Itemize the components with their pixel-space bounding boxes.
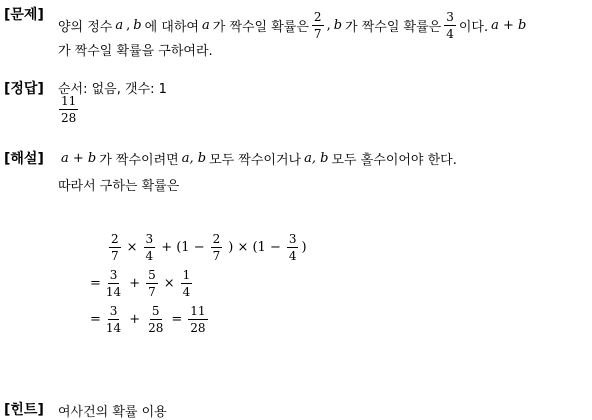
equals-sign: = — [90, 276, 101, 291]
fraction-denominator: 14 — [105, 321, 122, 335]
problem-text-4: 가 짝수일 확률은 — [345, 20, 442, 35]
fraction-numerator: 11 — [61, 94, 77, 108]
problem-label: [문제] — [4, 7, 44, 23]
equals-sign: = — [90, 312, 101, 327]
problem-text-2: 에 대하여 — [144, 20, 199, 35]
fraction-denominator: 4 — [288, 249, 297, 263]
fraction-prob-b — [444, 10, 456, 41]
var-b-2: b — [333, 18, 343, 33]
var-a-b-2: a, b — [304, 151, 329, 166]
eq3-fraction-2 — [146, 304, 165, 335]
fraction-denominator: 4 — [145, 249, 154, 263]
solution-text-2: 모두 짝수이거나 — [209, 153, 302, 168]
solution-line-1 — [58, 149, 457, 168]
fraction-numerator: 2 — [313, 10, 322, 24]
fraction-denominator: 4 — [182, 285, 191, 299]
fraction-numerator: 2 — [111, 232, 119, 246]
fraction-numerator: 5 — [151, 304, 160, 318]
fraction-denominator: 28 — [61, 111, 77, 125]
eq2-fraction-2 — [146, 268, 158, 299]
plus-sign: + — [129, 312, 141, 327]
hint-label: [힌트] — [4, 402, 44, 418]
problem-line-1 — [58, 10, 529, 41]
eq1-fraction-3 — [211, 232, 223, 263]
eq3-fraction-3 — [188, 304, 207, 335]
fraction-numerator: 1 — [182, 268, 191, 282]
fraction-denominator: 7 — [111, 249, 119, 263]
equation-row-1 — [106, 232, 307, 263]
solution-text-3: 모두 홀수이어야 한다. — [331, 153, 457, 168]
equals-sign-2: = — [171, 312, 183, 327]
var-a-2: a — [201, 18, 210, 33]
eq1-fraction-4 — [287, 232, 299, 263]
eq1-mid-group: ) × (1 − — [228, 240, 281, 255]
var-a-b: a, b — [181, 151, 207, 166]
fraction-denominator: 7 — [212, 249, 221, 263]
fraction-numerator: 11 — [190, 304, 206, 318]
fraction-denominator: 14 — [105, 285, 122, 299]
solution-text-1: 가 짝수이려면 — [99, 153, 179, 168]
problem-text-5: 이다. — [458, 20, 489, 35]
fraction-denominator: 4 — [446, 27, 454, 41]
fraction-numerator: 3 — [109, 268, 118, 282]
eq2-fraction-1 — [104, 268, 123, 299]
fraction-denominator: 28 — [190, 321, 206, 335]
problem-text-1: 양의 정수 — [58, 20, 113, 35]
times-sign: × — [163, 276, 175, 291]
eq1-fraction-1 — [109, 232, 121, 263]
plus-sign: + — [129, 276, 141, 291]
expr-a-plus-b: a + b — [491, 18, 527, 33]
hint-text: 여사건의 확률 이용 — [58, 405, 167, 420]
answer-line: 순서: 없음, 갯수: 1 — [58, 82, 167, 97]
problem-line-2: 가 짝수일 확률을 구하여라. — [58, 44, 213, 59]
fraction-numerator: 3 — [145, 232, 154, 246]
eq1-close-paren: ) — [301, 240, 307, 255]
var-a: a — [115, 18, 124, 33]
comma: , — [126, 18, 131, 33]
equation-row-2 — [90, 268, 195, 299]
fraction-numerator: 3 — [109, 304, 118, 318]
answer-fraction — [59, 94, 78, 125]
equation-row-3 — [90, 304, 211, 335]
fraction-denominator: 28 — [148, 321, 164, 335]
expr-a-plus-b: a + b — [61, 151, 97, 166]
comma-2: , — [326, 18, 331, 33]
fraction-numerator: 2 — [212, 232, 221, 246]
answer-fraction-line — [56, 94, 81, 125]
fraction-numerator: 3 — [288, 232, 297, 246]
var-b: b — [133, 18, 142, 33]
fraction-numerator: 5 — [148, 268, 156, 282]
fraction-denominator: 7 — [313, 27, 322, 41]
times-sign: × — [126, 240, 138, 255]
solution-label: [해설] — [4, 151, 44, 167]
fraction-denominator: 7 — [148, 285, 156, 299]
fraction-prob-a — [312, 10, 324, 41]
answer-label: [정답] — [4, 81, 44, 97]
eq3-fraction-1 — [104, 304, 123, 335]
problem-text-3: 가 짝수일 확률은 — [212, 20, 309, 35]
eq1-plus-group: + (1 − — [161, 240, 205, 255]
solution-line-2: 따라서 구하는 확률은 — [58, 179, 180, 194]
fraction-numerator: 3 — [446, 10, 454, 24]
eq1-fraction-2 — [144, 232, 156, 263]
eq2-fraction-3 — [181, 268, 193, 299]
